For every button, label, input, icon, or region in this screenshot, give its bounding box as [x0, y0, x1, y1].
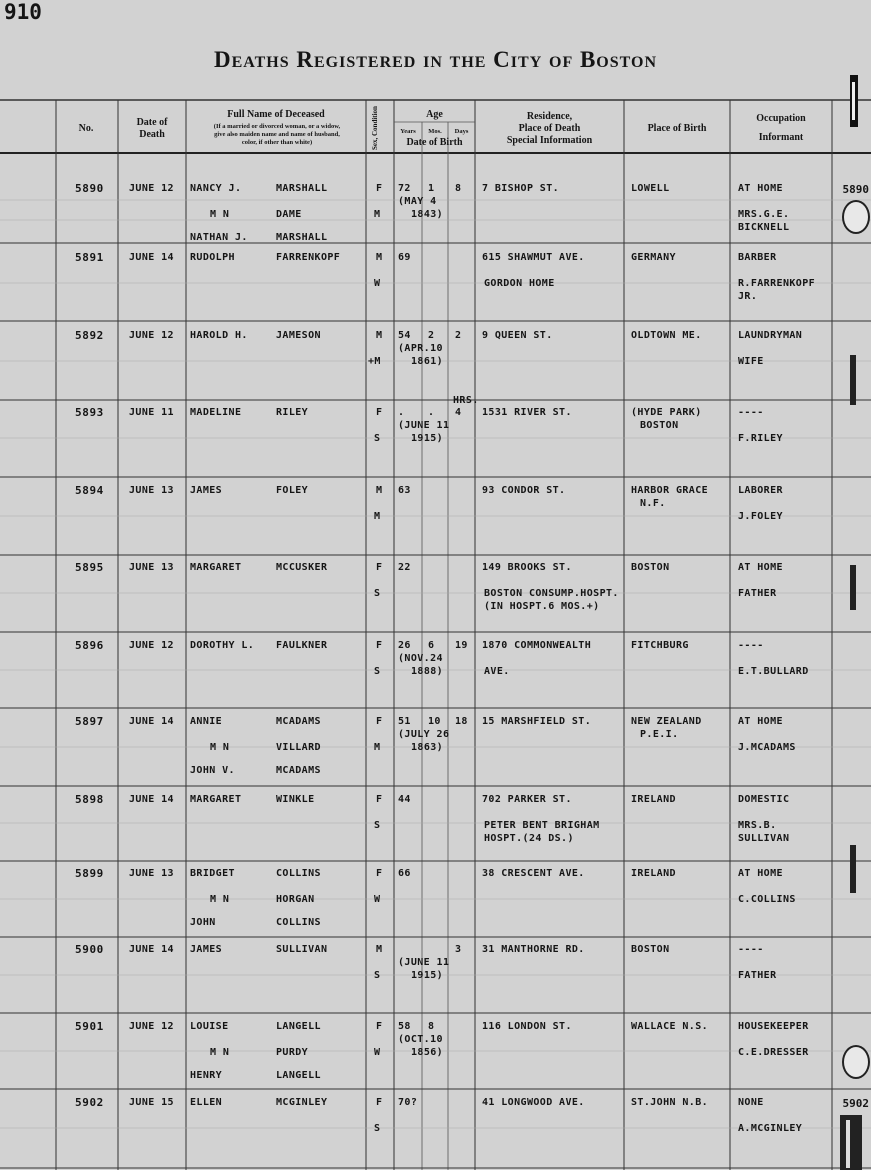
deceased-first-name: LOUISE [190, 1021, 229, 1032]
age-years: . [398, 407, 405, 418]
maiden-name: DAME [276, 209, 302, 220]
residence: 7 BISHOP ST. [482, 183, 560, 194]
husband-first-name: HENRY [190, 1070, 223, 1081]
deceased-last-name: MCGINLEY [276, 1097, 328, 1108]
place-of-birth: FITCHBURG [631, 640, 689, 651]
condition: M [374, 209, 381, 220]
death-date: JUNE 12 [129, 183, 174, 194]
header-date-of-death-2: Death [139, 129, 165, 140]
residence: 615 SHAWMUT AVE. [482, 252, 585, 263]
deceased-last-name: FAULKNER [276, 640, 328, 651]
sex: M [376, 485, 383, 496]
birth-date-line-1: (JUNE 11 [398, 420, 450, 431]
informant: E.T.BULLARD [738, 666, 809, 677]
place-of-birth: LOWELL [631, 183, 670, 194]
record-number: 5892 [75, 329, 104, 342]
condition: +M [368, 356, 381, 367]
header-full-name-note-1: (If a married or divorced woman, or a widow, [213, 123, 341, 130]
header-place-of-birth: Place of Birth [647, 123, 707, 134]
margin-record-number: 5890 [842, 183, 869, 196]
deceased-last-name: MCCUSKER [276, 562, 328, 573]
deceased-last-name: MARSHALL [276, 183, 328, 194]
residence: 38 CRESCENT AVE. [482, 868, 585, 879]
record-number: 5897 [75, 715, 104, 728]
birth-date-line-2: 1915) [411, 433, 444, 444]
age-years: 63 [398, 485, 411, 496]
residence: 93 CONDOR ST. [482, 485, 566, 496]
maiden-name: PURDY [276, 1047, 309, 1058]
maiden-name: VILLARD [276, 742, 321, 753]
sex: F [376, 407, 383, 418]
place-of-birth: IRELAND [631, 868, 676, 879]
record-number: 5893 [75, 406, 104, 419]
maiden-label: M N [210, 894, 230, 905]
header-no: No. [78, 123, 94, 134]
page-title: Deaths Registered in the City of Boston [213, 47, 658, 72]
death-date: JUNE 13 [129, 485, 174, 496]
residence: 1531 RIVER ST. [482, 407, 572, 418]
informant: C.E.DRESSER [738, 1047, 809, 1058]
informant: FATHER [738, 970, 777, 981]
age-years: 72 [398, 183, 411, 194]
birth-date-line-1: (MAY 4 [398, 196, 437, 207]
condition: S [374, 820, 381, 831]
age-months: . [428, 407, 435, 418]
death-date: JUNE 13 [129, 562, 174, 573]
place-of-birth-line-2: BOSTON [640, 420, 679, 431]
place-of-death: BOSTON CONSUMP.HOSPT. [484, 588, 619, 599]
maiden-name: HORGAN [276, 894, 315, 905]
special-information: HOSPT.(24 DS.) [484, 833, 574, 844]
informant: MRS.B. [738, 820, 777, 831]
age-days: 8 [455, 183, 462, 194]
header-full-name-note-2: give also maiden name and name of husband, [214, 131, 340, 138]
occupation: HOUSEKEEPER [738, 1021, 809, 1032]
age-years: 26 [398, 640, 411, 651]
record-number: 5896 [75, 639, 104, 652]
page-number: 910 [4, 0, 42, 24]
header-occupation: Occupation [756, 113, 806, 124]
condition: S [374, 588, 381, 599]
death-date: JUNE 14 [129, 716, 174, 727]
occupation: LABORER [738, 485, 783, 496]
record-number: 5901 [75, 1020, 104, 1033]
occupation: AT HOME [738, 183, 783, 194]
age-years: 44 [398, 794, 411, 805]
place-of-birth: IRELAND [631, 794, 676, 805]
place-of-birth: (HYDE PARK) [631, 407, 702, 418]
deceased-last-name: RILEY [276, 407, 309, 418]
occupation: LAUNDRYMAN [738, 330, 803, 341]
death-date: JUNE 14 [129, 252, 174, 263]
record-number: 5895 [75, 561, 104, 574]
age-years: 70? [398, 1097, 418, 1108]
occupation: DOMESTIC [738, 794, 790, 805]
sex: F [376, 794, 383, 805]
binder-hole [842, 1045, 870, 1079]
deceased-first-name: RUDOLPH [190, 252, 235, 263]
deceased-last-name: JAMESON [276, 330, 321, 341]
residence: 149 BROOKS ST. [482, 562, 572, 573]
place-of-birth: WALLACE N.S. [631, 1021, 709, 1032]
informant: WIFE [738, 356, 764, 367]
sex: M [376, 330, 383, 341]
maiden-label: M N [210, 1047, 230, 1058]
deceased-first-name: BRIDGET [190, 868, 235, 879]
age-years: 54 [398, 330, 411, 341]
informant-line-2: BICKNELL [738, 222, 790, 233]
sex: F [376, 716, 383, 727]
deceased-first-name: HAROLD H. [190, 330, 248, 341]
husband-first-name: JOHN V. [190, 765, 235, 776]
sex: M [376, 252, 383, 263]
deceased-first-name: JAMES [190, 485, 223, 496]
margin-record-number: 5902 [842, 1097, 869, 1110]
place-of-birth: GERMANY [631, 252, 676, 263]
age-days: 3 [455, 944, 462, 955]
header-informant: Informant [758, 132, 804, 143]
birth-date-line-1: (OCT.10 [398, 1034, 443, 1045]
place-of-death: AVE. [484, 666, 510, 677]
age-days: 19 [455, 640, 468, 651]
place-of-birth-line-2: N.F. [640, 498, 666, 509]
occupation: AT HOME [738, 562, 783, 573]
birth-date-line-2: 1861) [411, 356, 444, 367]
residence: 1870 COMMONWEALTH [482, 640, 592, 651]
maiden-label: M N [210, 209, 230, 220]
record-number: 5890 [75, 182, 104, 195]
occupation: BARBER [738, 252, 777, 263]
deceased-last-name: FARRENKOPF [276, 252, 341, 263]
birth-date-line-2: 1856) [411, 1047, 444, 1058]
husband-first-name: NATHAN J. [190, 232, 248, 243]
condition: W [374, 1047, 381, 1058]
death-date: JUNE 12 [129, 330, 174, 341]
maiden-label: M N [210, 742, 230, 753]
death-date: JUNE 15 [129, 1097, 174, 1108]
deceased-last-name: COLLINS [276, 868, 321, 879]
header-sex-condition: Sex, Condition [371, 106, 379, 150]
deceased-last-name: WINKLE [276, 794, 315, 805]
place-of-death: GORDON HOME [484, 278, 555, 289]
deceased-last-name: LANGELL [276, 1021, 321, 1032]
informant-line-2: JR. [738, 291, 758, 302]
place-of-death: PETER BENT BRIGHAM [484, 820, 600, 831]
occupation: ---- [738, 407, 764, 418]
binder-hole [842, 200, 870, 234]
age-days: 2 [455, 330, 462, 341]
condition: W [374, 894, 381, 905]
special-information: (IN HOSPT.6 MOS.+) [484, 601, 600, 612]
death-date: JUNE 12 [129, 640, 174, 651]
informant: MRS.G.E. [738, 209, 790, 220]
condition: W [374, 278, 381, 289]
header-days: Days [454, 128, 469, 135]
sex: F [376, 183, 383, 194]
place-of-birth: BOSTON [631, 562, 670, 573]
record-number: 5891 [75, 251, 104, 264]
age-years: 66 [398, 868, 411, 879]
age-months: 8 [428, 1021, 435, 1032]
deceased-first-name: NANCY J. [190, 183, 242, 194]
husband-last-name: MARSHALL [276, 232, 328, 243]
age-years: 69 [398, 252, 411, 263]
occupation: AT HOME [738, 716, 783, 727]
birth-date-line-1: (NOV.24 [398, 653, 443, 664]
header-date-of-birth: Date of Birth [406, 137, 463, 148]
record-number: 5902 [75, 1096, 104, 1109]
place-of-birth: OLDTOWN ME. [631, 330, 702, 341]
husband-last-name: COLLINS [276, 917, 321, 928]
deceased-first-name: JAMES [190, 944, 223, 955]
informant: C.COLLINS [738, 894, 796, 905]
birth-date-line-2: 1888) [411, 666, 444, 677]
residence: 9 QUEEN ST. [482, 330, 553, 341]
informant-line-2: SULLIVAN [738, 833, 790, 844]
age-days: 18 [455, 716, 468, 727]
deceased-first-name: ELLEN [190, 1097, 223, 1108]
death-date: JUNE 11 [129, 407, 174, 418]
sex: F [376, 562, 383, 573]
record-number: 5899 [75, 867, 104, 880]
deceased-first-name: DOROTHY L. [190, 640, 255, 651]
age-months: 6 [428, 640, 435, 651]
header-full-name-note-3: color, if other than white) [241, 139, 313, 146]
condition: S [374, 1123, 381, 1134]
place-of-birth: BOSTON [631, 944, 670, 955]
header-mos: Mos. [428, 128, 442, 135]
age-months: 2 [428, 330, 435, 341]
informant: A.MCGINLEY [738, 1123, 803, 1134]
deceased-first-name: ANNIE [190, 716, 223, 727]
header-age: Age [426, 109, 443, 120]
place-of-birth: NEW ZEALAND [631, 716, 702, 727]
sex: F [376, 640, 383, 651]
place-of-birth-line-2: P.E.I. [640, 729, 679, 740]
residence: 31 MANTHORNE RD. [482, 944, 585, 955]
deceased-last-name: SULLIVAN [276, 944, 328, 955]
condition: M [374, 742, 381, 753]
deceased-last-name: MCADAMS [276, 716, 321, 727]
birth-date-line-1: (APR.10 [398, 343, 443, 354]
age-days: 4 [455, 407, 462, 418]
death-date: JUNE 14 [129, 944, 174, 955]
header-date-of-death-1: Date of [136, 117, 168, 128]
birth-date-line-1: (JULY 26 [398, 729, 450, 740]
record-number: 5894 [75, 484, 104, 497]
record-number: 5898 [75, 793, 104, 806]
occupation: NONE [738, 1097, 764, 1108]
residence: 116 LONDON ST. [482, 1021, 572, 1032]
husband-first-name: JOHN [190, 917, 216, 928]
age-years: 51 [398, 716, 411, 727]
deceased-first-name: MARGARET [190, 794, 242, 805]
condition: S [374, 666, 381, 677]
husband-last-name: LANGELL [276, 1070, 321, 1081]
sex: F [376, 1097, 383, 1108]
deceased-first-name: MADELINE [190, 407, 242, 418]
residence: 702 PARKER ST. [482, 794, 572, 805]
birth-date-line-2: 1863) [411, 742, 444, 753]
deceased-last-name: FOLEY [276, 485, 309, 496]
condition: M [374, 511, 381, 522]
informant: FATHER [738, 588, 777, 599]
husband-last-name: MCADAMS [276, 765, 321, 776]
sex: F [376, 1021, 383, 1032]
death-date: JUNE 13 [129, 868, 174, 879]
age-years: 22 [398, 562, 411, 573]
birth-date-line-2: 1843) [411, 209, 444, 220]
birth-date-line-1: (JUNE 11 [398, 957, 450, 968]
record-number: 5900 [75, 943, 104, 956]
informant: J.MCADAMS [738, 742, 796, 753]
informant: R.FARRENKOPF [738, 278, 816, 289]
deceased-first-name: MARGARET [190, 562, 242, 573]
header-residence-1: Residence, [526, 111, 573, 122]
header-full-name: Full Name of Deceased [227, 109, 325, 120]
death-date: JUNE 12 [129, 1021, 174, 1032]
age-years: 58 [398, 1021, 411, 1032]
age-hours: HRS. [453, 395, 479, 406]
informant: F.RILEY [738, 433, 783, 444]
condition: S [374, 433, 381, 444]
occupation: AT HOME [738, 868, 783, 879]
residence: 41 LONGWOOD AVE. [482, 1097, 585, 1108]
birth-date-line-2: 1915) [411, 970, 444, 981]
condition: S [374, 970, 381, 981]
place-of-birth: HARBOR GRACE [631, 485, 709, 496]
age-months: 10 [428, 716, 441, 727]
place-of-birth: ST.JOHN N.B. [631, 1097, 709, 1108]
header-residence-2: Place of Death [518, 123, 581, 134]
age-months: 1 [428, 183, 435, 194]
occupation: ---- [738, 944, 764, 955]
sex: M [376, 944, 383, 955]
informant: J.FOLEY [738, 511, 783, 522]
occupation: ---- [738, 640, 764, 651]
death-date: JUNE 14 [129, 794, 174, 805]
header-residence-3: Special Information [506, 135, 593, 146]
sex: F [376, 868, 383, 879]
header-years: Years [400, 128, 416, 135]
residence: 15 MARSHFIELD ST. [482, 716, 592, 727]
